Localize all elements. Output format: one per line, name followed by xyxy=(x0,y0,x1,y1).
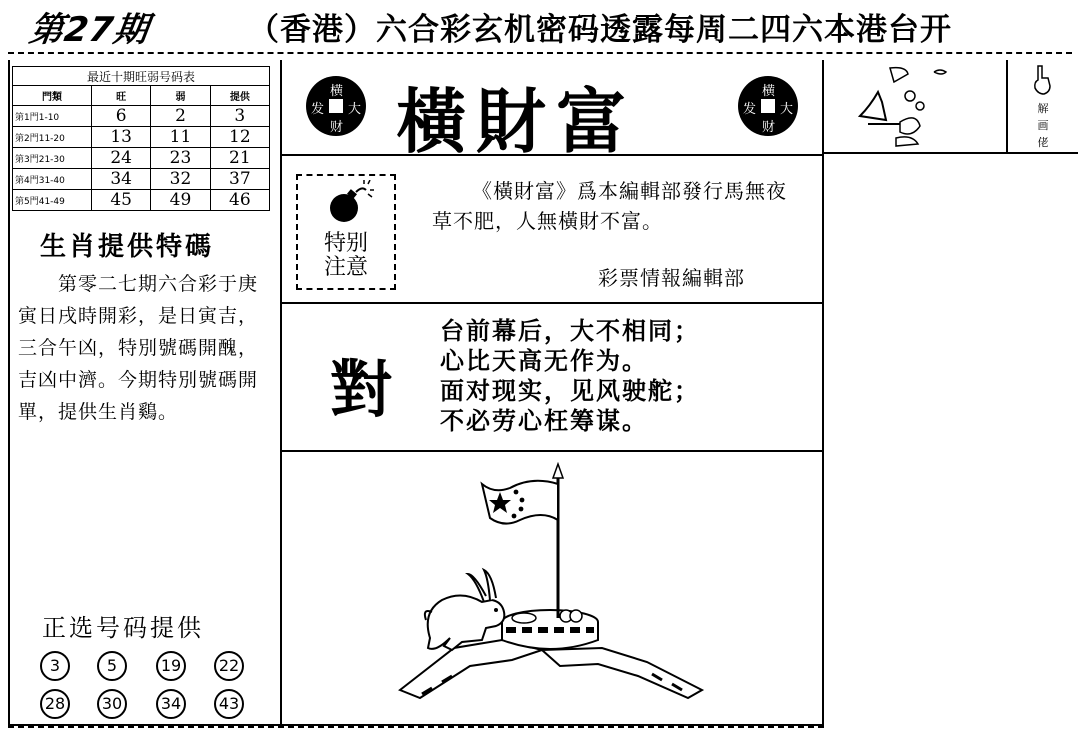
pick-number: 3 xyxy=(40,651,70,681)
table-row xyxy=(13,190,270,211)
poem-heading: 對 xyxy=(330,353,393,426)
table-caption: 最近十期旺弱号码表 xyxy=(13,67,270,86)
table-header: 門類 xyxy=(13,86,92,106)
table-cell: 12 xyxy=(210,127,269,148)
bottom-dashed-border xyxy=(8,726,824,728)
pick-number: 28 xyxy=(40,689,70,719)
issue-number: 第27期 xyxy=(26,10,152,50)
table-cell: 13 xyxy=(92,127,151,148)
rabbit-flag-illustration xyxy=(392,462,722,712)
table-cell: 24 xyxy=(92,148,151,169)
riddle-divider xyxy=(1006,60,1008,154)
pick-number: 43 xyxy=(214,689,244,719)
divider xyxy=(280,450,824,452)
poem-line: 不必劳心枉筹谋。 xyxy=(440,407,648,435)
row-label: 第1門1-10 xyxy=(13,106,92,127)
coin-icon: 横 发 大 财 xyxy=(306,76,366,136)
table-cell: 21 xyxy=(210,148,269,169)
poem-line: 台前幕后，大不相同； xyxy=(440,317,700,345)
zodiac-title: 生肖提供特碼 xyxy=(40,232,215,262)
row-label: 第4門31-40 xyxy=(13,169,92,190)
table-cell: 45 xyxy=(92,190,151,211)
table-cell: 37 xyxy=(210,169,269,190)
headline-banner: （香港）六合彩玄机密码透露每周二四六本港台开 xyxy=(248,12,952,48)
table-row xyxy=(13,127,270,148)
coin-icon: 横 发 大 财 xyxy=(738,76,798,136)
pick-number: 5 xyxy=(97,651,127,681)
table-cell: 34 xyxy=(92,169,151,190)
table-row xyxy=(13,106,270,127)
table-row xyxy=(13,169,270,190)
table-cell: 23 xyxy=(151,148,210,169)
table-cell: 49 xyxy=(151,190,210,211)
table-row xyxy=(13,148,270,169)
hot-cold-number-table xyxy=(12,66,270,211)
notice-label: 特别 注意 xyxy=(323,231,368,280)
pick-number: 22 xyxy=(214,651,244,681)
divider xyxy=(280,302,824,304)
picks-title: 正选号码提供 xyxy=(42,614,204,642)
table-cell: 11 xyxy=(151,127,210,148)
poem-verse xyxy=(440,316,700,436)
pick-number: 19 xyxy=(156,651,186,681)
pick-number: 30 xyxy=(97,689,127,719)
bomb-icon xyxy=(324,180,374,226)
riddle-label: 解画佬 xyxy=(1037,102,1049,149)
zodiac-body: 第零二七期六合彩于庚寅日戌時開彩，是日寅吉，三合午凶，特別號碼開醜，吉凶中濟。今期特別號碼開單，提供生肖鷄。 xyxy=(18,273,259,423)
brand-title: 橫財富 xyxy=(396,80,636,163)
table-cell: 46 xyxy=(210,190,269,211)
table-cell: 32 xyxy=(151,169,210,190)
row-label: 第3門21-30 xyxy=(13,148,92,169)
table-cell: 6 xyxy=(92,106,151,127)
table-cell: 3 xyxy=(210,106,269,127)
poem-line: 心比天高无作为。 xyxy=(440,347,648,375)
table-cell: 2 xyxy=(151,106,210,127)
table-header: 提供 xyxy=(210,86,269,106)
pointing-hand-icon xyxy=(1032,64,1054,96)
row-label: 第2門11-20 xyxy=(13,127,92,148)
table-header: 弱 xyxy=(151,86,210,106)
top-dashed-border xyxy=(8,52,1072,54)
poem-line: 面对现实，见风驶舵； xyxy=(440,377,700,405)
riddle-sketch-illustration xyxy=(846,62,996,152)
row-label: 第5門41-49 xyxy=(13,190,92,211)
notice-signature: 彩票情報編輯部 xyxy=(598,266,745,290)
notice-body: 《橫財富》爲本編輯部發行馬無夜草不肥，人無橫財不富。 xyxy=(432,179,787,233)
table-header: 旺 xyxy=(92,86,151,106)
pick-number: 34 xyxy=(156,689,186,719)
